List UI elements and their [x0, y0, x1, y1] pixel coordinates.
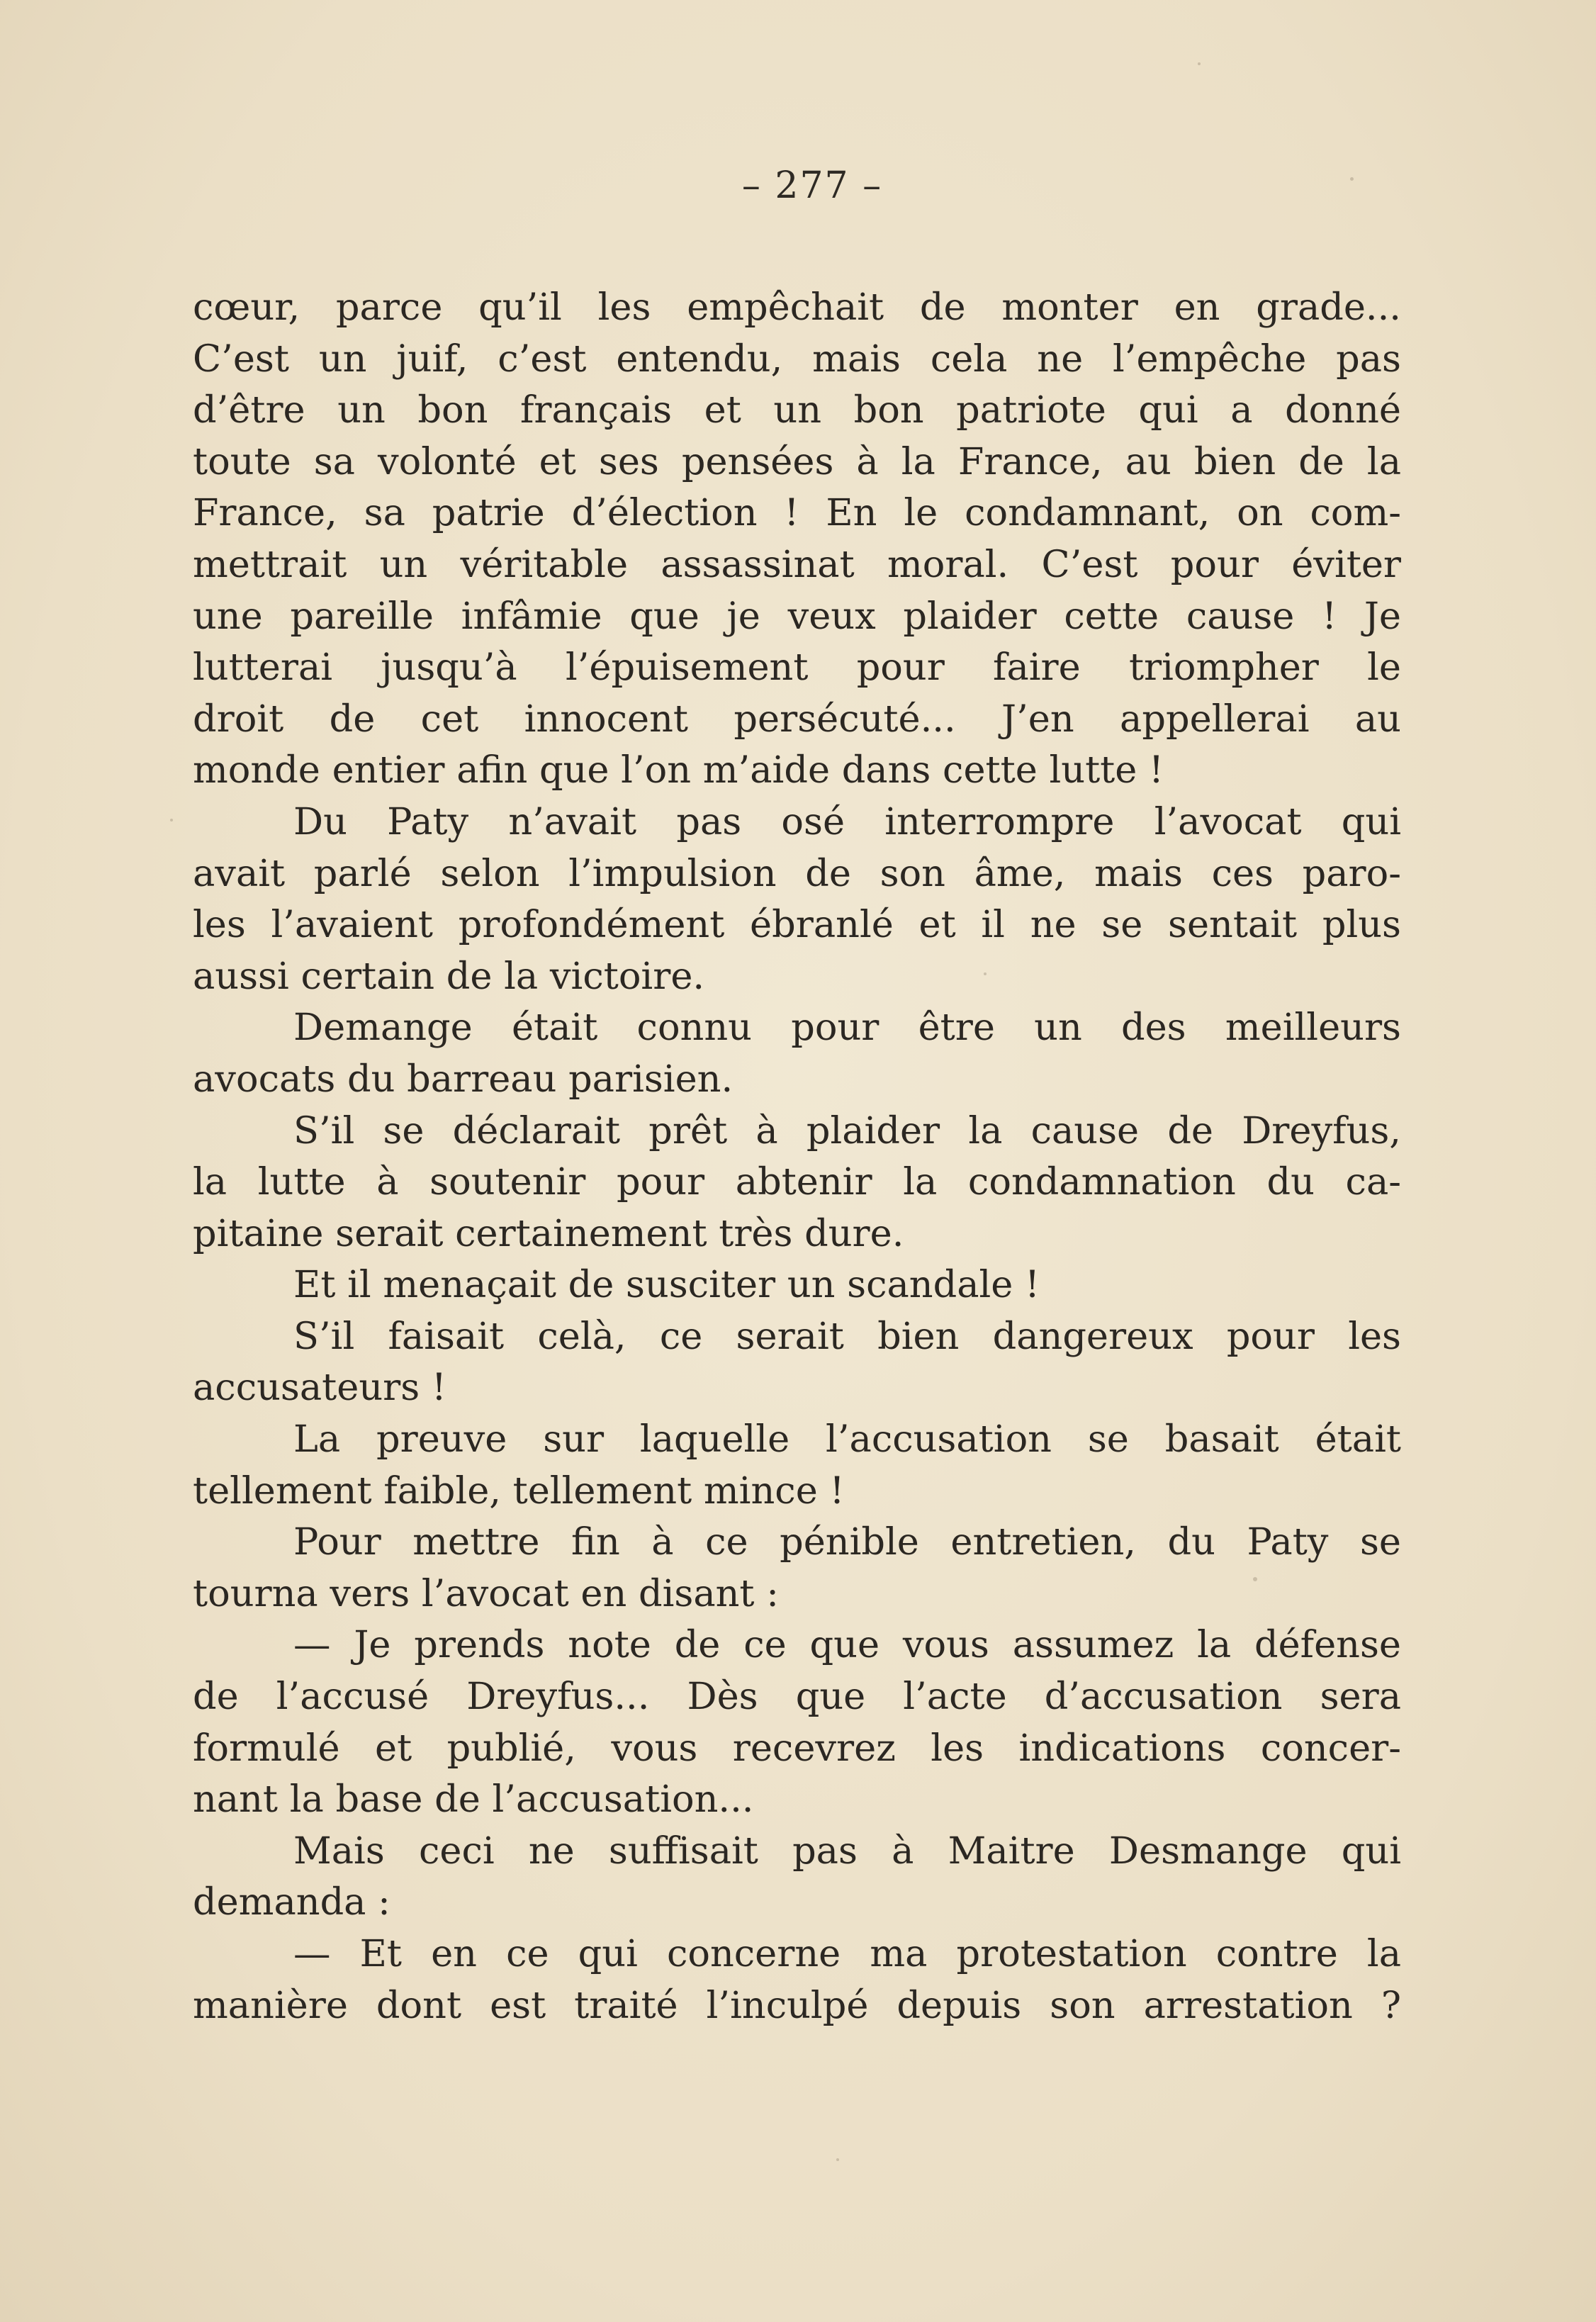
text-line: — Et en ce qui concerne ma protestation contre la	[293, 1932, 1401, 1975]
paper-speck	[1198, 62, 1201, 65]
text-line: France, sa patrie d’élection ! En le condamnant, on com-	[193, 491, 1401, 535]
text-line: Demange était connu pour être un des meilleurs	[293, 1006, 1401, 1050]
text-line: de l’accusé Dreyfus... Dès que l’acte d’accusation sera	[193, 1675, 1401, 1719]
text-line: La preuve sur laquelle l’accusation se basait était	[293, 1418, 1401, 1462]
text-line: pitaine serait certainement très dure.	[193, 1211, 904, 1255]
paper-speck	[984, 972, 987, 975]
text-line: Du Paty n’avait pas osé interrompre l’avocat qui	[293, 800, 1401, 843]
text-line: les l’avaient profondément ébranlé et il ne se sentait plus	[193, 903, 1401, 947]
text-line: accusateurs !	[193, 1366, 446, 1410]
text-line: d’être un bon français et un bon patriote qui a donné	[193, 388, 1401, 432]
paper-speck	[170, 819, 173, 821]
text-line: tellement faible, tellement mince !	[193, 1469, 845, 1513]
paper-speck	[836, 2158, 839, 2161]
text-line: toute sa volonté et ses pensées à la France, au bien de la	[193, 439, 1401, 483]
text-line: manière dont est traité l’inculpé depuis son arrestation ?	[193, 1983, 1401, 2027]
page-number: – 277 –	[741, 164, 883, 207]
text-line: nant la base de l’accusation...	[193, 1778, 754, 1822]
text-line: S’il faisait celà, ce serait bien dangereux pour les	[293, 1314, 1401, 1358]
text-line: mettrait un véritable assassinat moral. C’est pour éviter	[193, 542, 1401, 586]
text-line: Mais ceci ne suffisait pas à Maitre Desmange qui	[293, 1829, 1401, 1873]
text-line: avocats du barreau parisien.	[193, 1057, 734, 1101]
paper-speck	[659, 1836, 663, 1839]
text-line: C’est un juif, c’est entendu, mais cela ne l’empêche pas	[193, 337, 1401, 381]
text-line: aussi certain de la victoire.	[193, 954, 705, 998]
paper-speck	[1253, 1577, 1257, 1581]
text-line: avait parlé selon l’impulsion de son âme, mais ces paro-	[193, 851, 1401, 895]
paper-speck	[1350, 177, 1354, 181]
text-line: formulé et publié, vous recevrez les indications concer-	[193, 1726, 1401, 1770]
text-line: — Je prends note de ce que vous assumez la défense	[293, 1623, 1401, 1667]
text-line: demanda :	[193, 1880, 390, 1924]
text-line: Pour mettre fin à ce pénible entretien, du Paty se	[293, 1520, 1401, 1564]
text-line: lutterai jusqu’à l’épuisement pour faire triompher le	[193, 646, 1401, 690]
text-line: cœur, parce qu’il les empêchait de monter en grade...	[193, 286, 1401, 329]
text-line: droit de cet innocent persécuté... J’en appellerai au	[193, 697, 1401, 741]
text-line: S’il se déclarait prêt à plaider la cause de Dreyfus,	[293, 1109, 1401, 1152]
text-line: tourna vers l’avocat en disant :	[193, 1571, 779, 1615]
body-text	[193, 282, 1401, 2031]
text-line: la lutte à soutenir pour abtenir la condamnation du ca-	[193, 1160, 1401, 1204]
text-line: une pareille infâmie que je veux plaider cette cause ! Je	[193, 594, 1401, 638]
text-line: Et il menaçait de susciter un scandale !	[293, 1263, 1040, 1307]
text-line: monde entier afin que l’on m’aide dans cette lutte !	[193, 748, 1164, 792]
